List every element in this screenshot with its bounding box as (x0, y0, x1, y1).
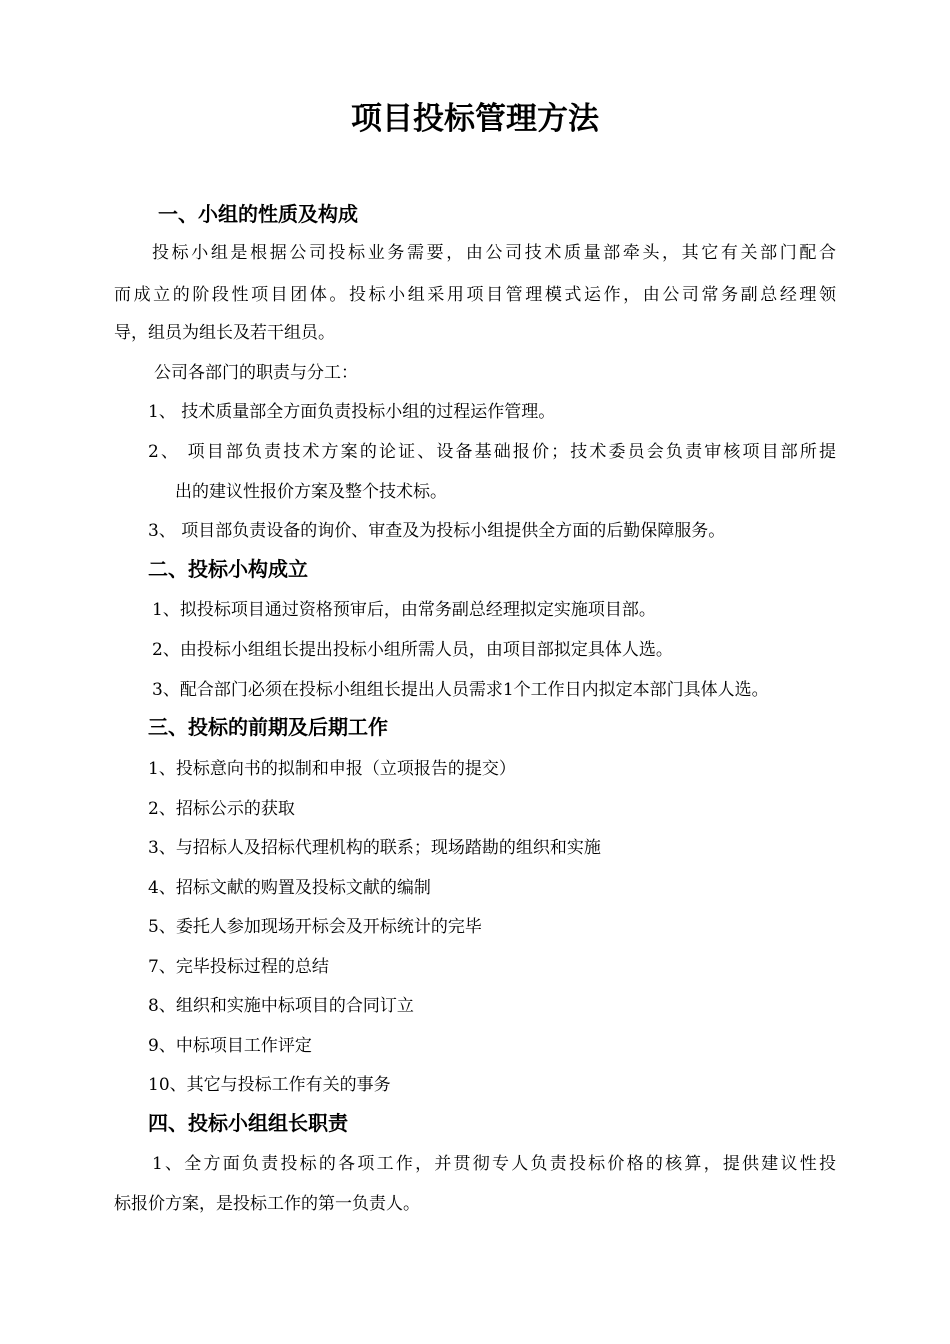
section-4-heading: 四、投标小组组长职责 (148, 1111, 348, 1135)
page-title: 项目投标管理方法 (351, 101, 599, 137)
list-item: 1、投标意向书的拟制和申报（立项报告的提交） (148, 759, 516, 779)
section-1-para-line: 而成立的阶段性项目团体。投标小组采用项目管理模式运作，由公司常务副总经理领 (114, 285, 836, 305)
list-item: 5、委托人参加现场开标会及开标统计的完毕 (148, 917, 482, 937)
list-item: 9、中标项目工作评定 (148, 1036, 312, 1056)
section-4-para-line: 标报价方案，是投标工作的第一负责人。 (114, 1194, 420, 1214)
list-item: 1、拟投标项目通过资格预审后，由常务副总经理拟定实施项目部。 (152, 600, 656, 620)
list-item: 7、完毕投标过程的总结 (148, 957, 329, 977)
section-1-heading: 一、小组的性质及构成 (158, 202, 358, 226)
section-1-duties-intro: 公司各部门的职责与分工： (154, 363, 358, 383)
list-item: 2、由投标小组组长提出投标小组所需人员，由项目部拟定具体人选。 (152, 640, 673, 660)
section-2-heading: 二、投标小构成立 (148, 557, 308, 581)
section-3-heading: 三、投标的前期及后期工作 (148, 715, 388, 739)
section-1-para-line: 投标小组是根据公司投标业务需要，由公司技术质量部牵头，其它有关部门配合 (152, 243, 836, 263)
list-item: 3、与招标人及招标代理机构的联系；现场踏勘的组织和实施 (148, 838, 601, 858)
duty-item-continuation: 出的建议性报价方案及整个技术标。 (175, 482, 447, 502)
list-item: 3、配合部门必须在投标小组组长提出人员需求1个工作日内拟定本部门具体人选。 (152, 680, 769, 700)
list-item: 2、招标公示的获取 (148, 799, 295, 819)
duty-item: 1、 技术质量部全方面负责投标小组的过程运作管理。 (148, 402, 556, 422)
list-item: 8、组织和实施中标项目的合同订立 (148, 996, 414, 1016)
duty-item: 2、 项目部负责技术方案的论证、设备基础报价；技术委员会负责审核项目部所提 (148, 442, 836, 462)
duty-item: 3、 项目部负责设备的询价、审查及为投标小组提供全方面的后勤保障服务。 (148, 521, 726, 541)
section-4-para-line: 1、全方面负责投标的各项工作，并贯彻专人负责投标价格的核算，提供建议性投 (152, 1154, 836, 1174)
list-item: 4、招标文献的购置及投标文献的编制 (148, 878, 431, 898)
section-1-para-line: 导，组员为组长及若干组员。 (114, 323, 335, 343)
list-item: 10、其它与投标工作有关的事务 (148, 1075, 391, 1095)
